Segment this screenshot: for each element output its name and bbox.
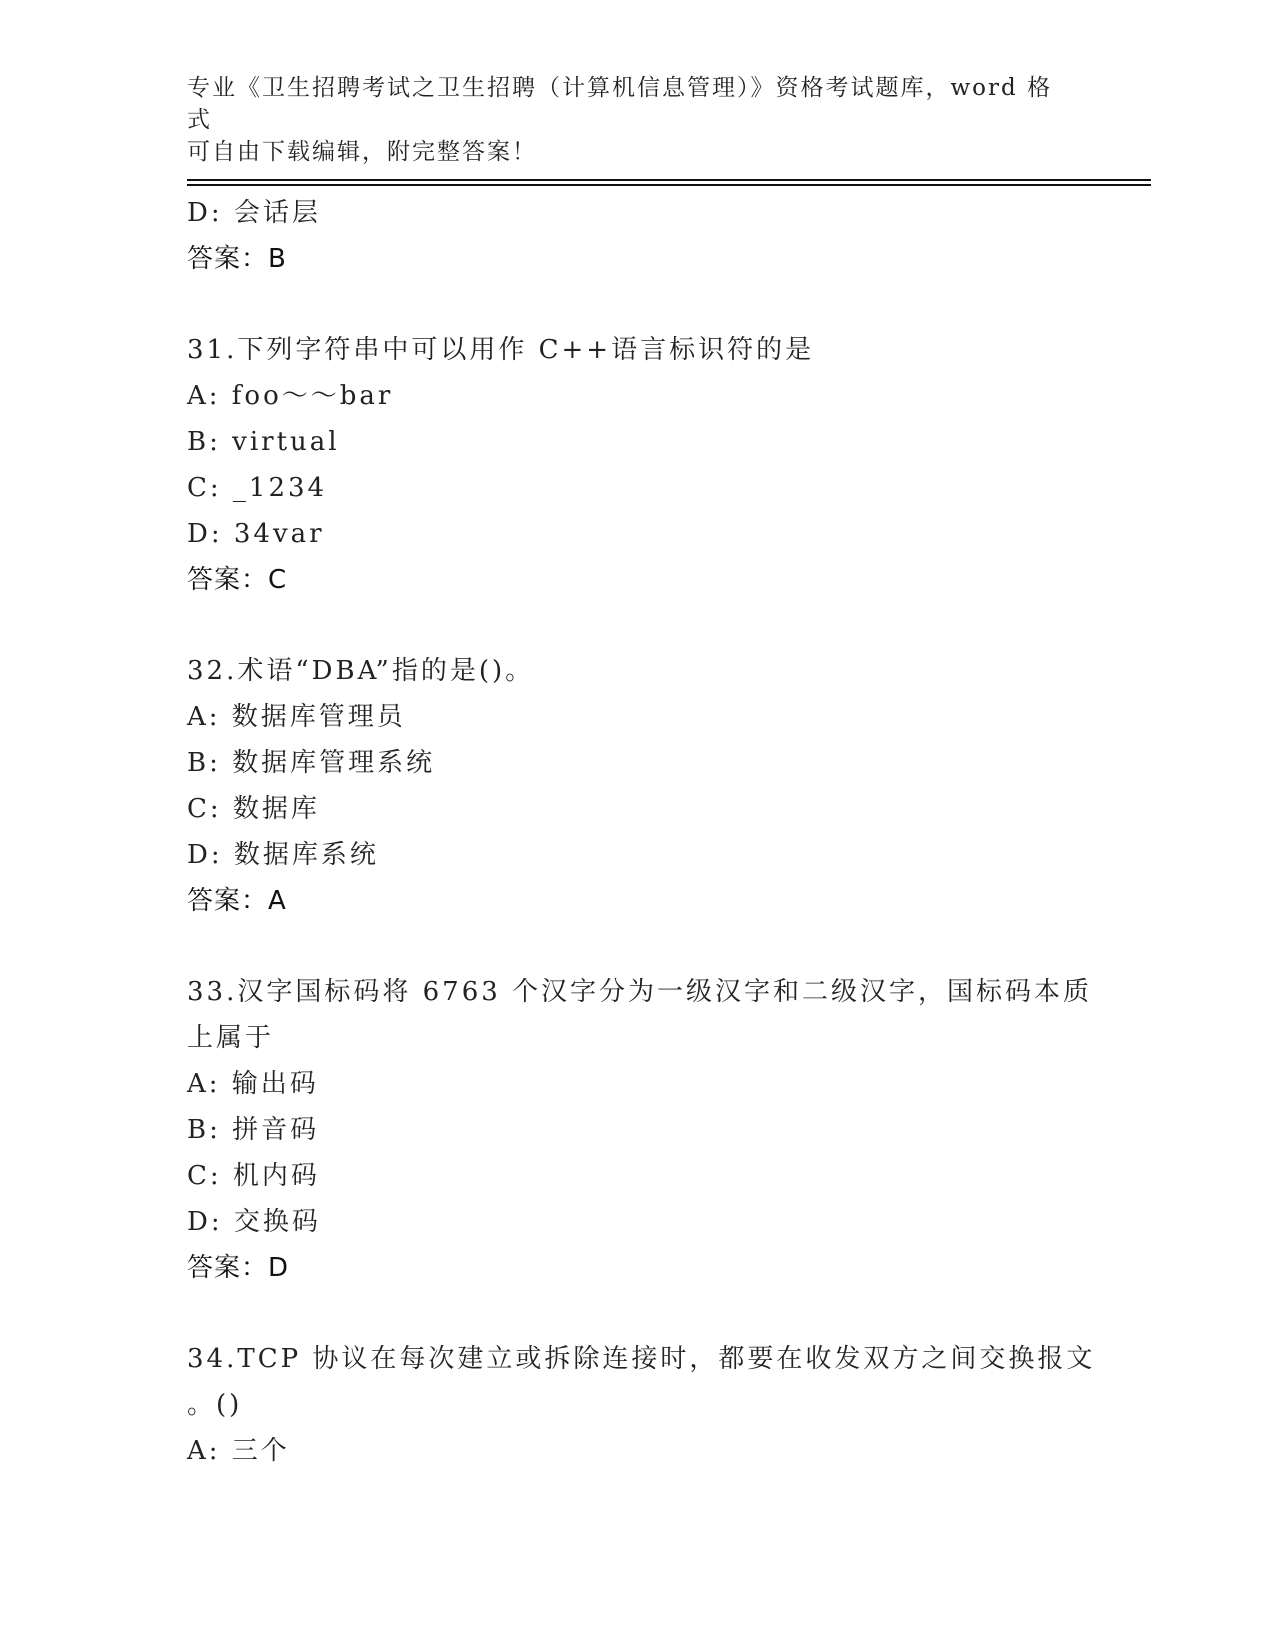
question-31: [187, 327, 1087, 603]
question-stem-continued: 。(): [187, 1390, 243, 1420]
option-d: D: 交换码: [187, 1207, 321, 1237]
header-divider-top: [187, 179, 1151, 181]
document-header: [187, 72, 1067, 168]
option-a: A: 三个: [187, 1436, 290, 1466]
option-c: C: 数据库: [187, 794, 320, 824]
question-34: [187, 1336, 1096, 1474]
spacer: [187, 282, 1087, 327]
option-a: A: foo～～bar: [187, 381, 394, 411]
option-a: A: 数据库管理员: [187, 702, 406, 732]
header-divider-bottom: [187, 184, 1151, 186]
option-c: C: 机内码: [187, 1161, 320, 1191]
answer-line: 答案：B: [187, 244, 287, 274]
answer-line: 答案：D: [187, 1253, 290, 1283]
answer-line: 答案：C: [187, 565, 288, 595]
question-stem-continued: 上属于: [187, 1023, 275, 1053]
question-33: [187, 969, 1093, 1291]
option-d: D: 数据库系统: [187, 840, 379, 870]
spacer: [187, 1291, 1087, 1336]
spacer: [187, 924, 1087, 969]
option-d: D: 会话层: [187, 198, 321, 228]
option-d: D: 34var: [187, 519, 325, 549]
question-list: [187, 190, 1096, 1474]
option-a: A: 输出码: [187, 1069, 319, 1099]
option-b: B: virtual: [187, 427, 340, 457]
question-32: [187, 648, 1087, 924]
answer-line: 答案：A: [187, 886, 287, 916]
spacer: [187, 603, 1087, 648]
option-c: C: _1234: [187, 473, 328, 503]
header-line-1: 专业《卫生招聘考试之卫生招聘（计算机信息管理）》资格考试题库，word 格式: [187, 75, 1053, 133]
header-line-2: 可自由下载编辑，附完整答案！: [187, 139, 537, 165]
option-b: B: 拼音码: [187, 1115, 320, 1145]
previous-question-tail: [187, 190, 1087, 282]
option-b: B: 数据库管理系统: [187, 748, 436, 778]
question-stem: 33.汉字国标码将 6763 个汉字分为一级汉字和二级汉字，国标码本质: [187, 977, 1093, 1007]
question-stem: 34.TCP 协议在每次建立或拆除连接时，都要在收发双方之间交换报文: [187, 1344, 1096, 1374]
question-stem: 32.术语“DBA”指的是()。: [187, 656, 535, 686]
question-stem: 31.下列字符串中可以用作 C++语言标识符的是: [187, 335, 815, 365]
